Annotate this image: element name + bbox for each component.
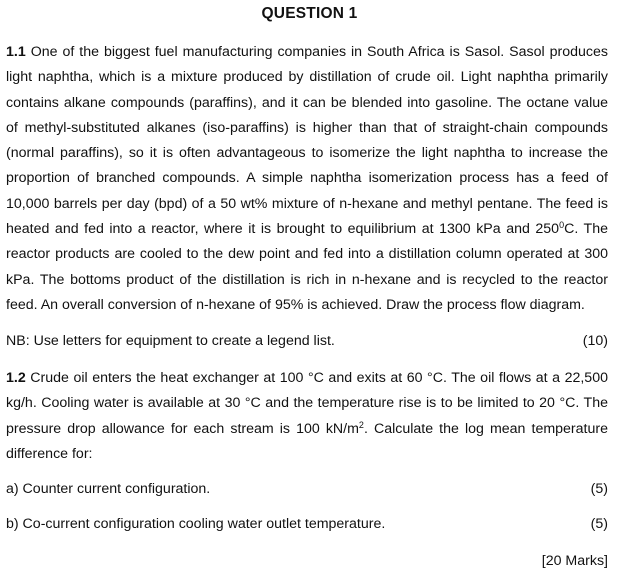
question-1-1-note-row	[6, 331, 608, 351]
question-1-2-number: 1.2	[6, 370, 26, 386]
question-1-1-marks: (10)	[582, 333, 608, 349]
question-1-2-paragraph	[6, 366, 608, 467]
question-title: QUESTION 1	[261, 5, 358, 22]
question-1-1-text: One of the biggest fuel manufacturing companies in South Africa is Sasol. Sasol produces light naphtha, which is a mixture produced by distillation of crude oil. Light naphtha primarily contains alkane compounds (paraffins), and it can be blended into gasoline. The octane value of methyl-substituted alkanes (iso-paraffins) is higher than that of straight-chain compounds (normal paraffins), so it is often advantageous to isomerize the light naphtha to increase the proportion of branched compounds. A simple naphtha isomerization process has a feed of 10,000 barrels per day (bpd) of a 50 wt% mixture of n-hexane and methyl pentane. The feed is heated and fed into a reactor, where it is brought to equilibrium at 1300 kPa and 250	[6, 44, 608, 238]
question-1-2-text-continued: . Calculate the log mean temperature difference for:	[6, 420, 608, 462]
degree-superscript: 0	[559, 220, 565, 231]
question-1-2-a-row	[6, 479, 608, 499]
unit-superscript: 2	[358, 419, 364, 430]
question-1-1-number: 1.1	[6, 44, 26, 60]
question-1-2-a-marks: (5)	[590, 481, 608, 497]
question-1-2-text: Crude oil enters the heat exchanger at 100 °C and exits at 60 °C. The oil flows at a 22,500 kg/h. Cooling water is available at 30 °C and the temperature rise is to be limited to 20 °C. The pressure drop allowance for each stream is 100 kN/m	[6, 370, 608, 437]
question-1-1-text-continued: C. The reactor products are cooled to the dew point and fed into a distillation column operated at 300 kPa. The bottoms product of the distillation is rich in n-hexane and is recycled to the reactor feed. An overall conversion of n-hexane of 95% is achieved. Draw the process flow diagram.	[6, 221, 609, 313]
question-1-2-b-marks: (5)	[590, 516, 608, 532]
question-1-2-b-row	[6, 514, 608, 534]
total-marks: [20 Marks]	[541, 553, 608, 569]
question-1-1-note: NB: Use letters for equipment to create a legend list.	[6, 333, 335, 349]
question-1-2-a-text: a) Counter current configuration.	[6, 481, 211, 497]
question-1-2-b-text: b) Co-current configuration cooling water outlet temperature.	[6, 516, 386, 532]
question-1-1-paragraph	[6, 40, 608, 318]
